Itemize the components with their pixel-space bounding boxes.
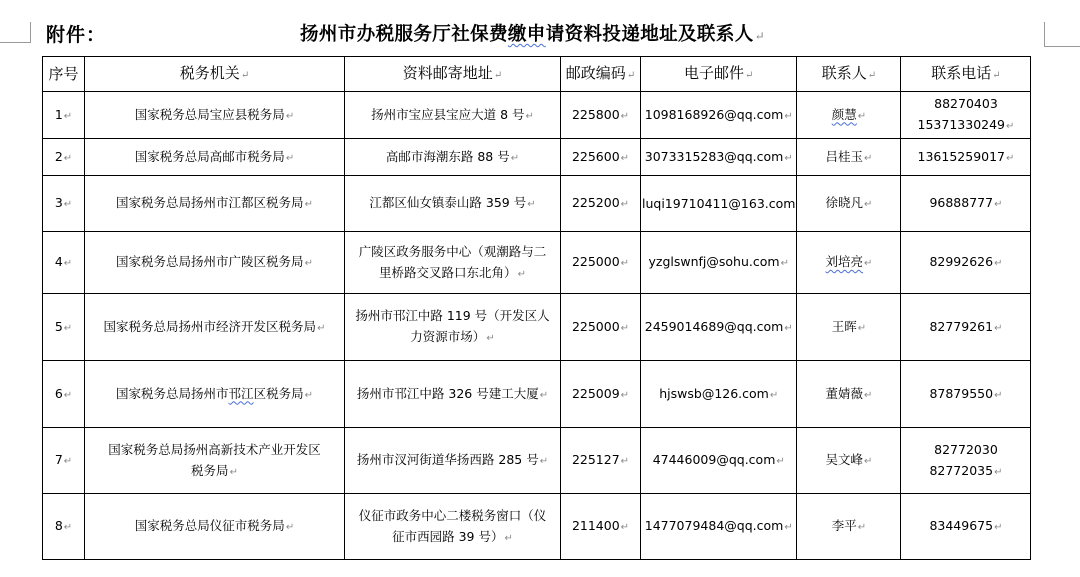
cell-address-line: 江都区仙女镇泰山路 359 号↵ (369, 195, 536, 210)
cell-office-text: 国家税务总局扬州市邗江区税务局 (116, 385, 304, 401)
header-address (345, 57, 561, 92)
cell-address (345, 494, 561, 560)
cell-contact-text: 刘培亮 (825, 254, 864, 269)
paragraph-mark-icon: ↵ (784, 322, 793, 334)
cell-office (85, 92, 345, 139)
header-seq-label: 序号 (48, 64, 79, 83)
margin-mark-right-vertical (1044, 22, 1045, 47)
paragraph-mark-icon: ↵ (992, 69, 1001, 81)
table-row (43, 428, 1031, 494)
cell-seq-text: 1 (54, 106, 63, 122)
paragraph-mark-icon: ↵ (754, 29, 766, 43)
cell-phone-line: 83449675↵ (929, 518, 1003, 533)
paragraph-mark-icon: ↵ (493, 69, 503, 81)
cell-office (85, 176, 345, 232)
paragraph-mark-icon: ↵ (504, 532, 513, 544)
margin-mark-right-horizontal (1044, 46, 1080, 47)
table-row (43, 176, 1031, 232)
cell-email (641, 92, 797, 139)
cell-office-text: 国家税务总局扬州市经济开发区税务局 (103, 318, 317, 334)
cell-address-line: 仪征市政务中心二楼税务窗口（仪 (358, 507, 547, 523)
cell-office (85, 428, 345, 494)
cell-address (345, 92, 561, 139)
table-row (43, 232, 1031, 294)
cell-postcode (561, 232, 641, 294)
cell-phone (901, 428, 1031, 494)
paragraph-mark-icon: ↵ (527, 199, 536, 210)
paragraph-mark-icon: ↵ (620, 389, 630, 401)
cell-address-line: 扬州市邗江中路 326 号建工大厦↵ (356, 385, 549, 401)
paragraph-mark-icon: ↵ (63, 389, 73, 401)
cell-phone-line: 87879550↵ (929, 385, 1003, 401)
cell-contact (797, 294, 901, 361)
paragraph-mark-icon: ↵ (857, 110, 867, 122)
cell-contact (797, 139, 901, 176)
cell-seq (43, 139, 85, 176)
table-row (43, 139, 1031, 176)
cell-office-text: 国家税务总局扬州市广陵区税务局 (116, 254, 304, 269)
cell-office (85, 294, 345, 361)
table-header-row (43, 57, 1031, 92)
paragraph-mark-icon: ↵ (63, 522, 73, 533)
header-office-label: 税务机关 (179, 63, 240, 82)
paragraph-mark-icon: ↵ (994, 389, 1003, 401)
cell-email (641, 361, 797, 428)
paragraph-mark-icon: ↵ (780, 258, 789, 269)
paragraph-mark-icon: ↵ (304, 389, 313, 401)
cell-office-text: 国家税务总局扬州市江都区税务局 (116, 195, 304, 210)
cell-address (345, 294, 561, 361)
cell-postcode (561, 494, 641, 560)
cell-seq-text: 3 (54, 195, 63, 210)
cell-address (345, 232, 561, 294)
cell-office (85, 494, 345, 560)
cell-email (641, 494, 797, 560)
cell-postcode-text: 225200 (571, 195, 620, 210)
cell-phone (901, 494, 1031, 560)
cell-seq-text: 7 (54, 452, 63, 467)
paragraph-mark-icon: ↵ (620, 522, 630, 533)
cell-phone-line: 96888777↵ (929, 195, 1003, 210)
paragraph-mark-icon: ↵ (510, 152, 520, 164)
cell-contact-text: 颜慧 (831, 106, 857, 122)
contacts-table (42, 56, 1031, 560)
paragraph-mark-icon: ↵ (867, 69, 877, 81)
cell-postcode (561, 139, 641, 176)
cell-phone (901, 92, 1031, 139)
cell-phone-line: 88270403 (934, 96, 998, 111)
cell-email-text: 2459014689@qq.com (644, 318, 784, 334)
cell-postcode-text: 225000 (571, 318, 620, 334)
cell-postcode (561, 294, 641, 361)
cell-phone (901, 294, 1031, 361)
cell-phone-line: 15371330249↵ (917, 117, 1015, 132)
header-email (641, 57, 797, 92)
cell-office-text: 国家税务总局高邮市税务局 (134, 148, 285, 164)
cell-email-text: yzglswnfj@sohu.com (648, 254, 780, 269)
cell-address-line: 扬州市邗江中路 119 号（开发区人 (355, 308, 550, 323)
paragraph-mark-icon: ↵ (240, 69, 250, 81)
paragraph-mark-icon: ↵ (63, 152, 73, 164)
cell-contact (797, 232, 901, 294)
cell-seq (43, 176, 85, 232)
cell-contact-text: 徐晓凡 (825, 195, 864, 210)
header-contact-label: 联系人 (821, 63, 867, 82)
paragraph-mark-icon: ↵ (486, 333, 495, 344)
cell-seq (43, 428, 85, 494)
cell-office-line: 税务局↵ (191, 462, 238, 478)
paragraph-mark-icon: ↵ (864, 389, 873, 401)
paragraph-mark-icon: ↵ (1006, 121, 1015, 132)
cell-address-line: 里桥路交叉路口东北角）↵ (379, 264, 526, 280)
cell-address (345, 176, 561, 232)
cell-seq (43, 232, 85, 294)
spellcheck-underline-word: 邗江 (228, 385, 254, 401)
header-email-label: 电子邮件 (684, 63, 745, 82)
cell-email (641, 176, 797, 232)
cell-email-text: luqi19710411@163.com (642, 196, 796, 211)
cell-contact (797, 92, 901, 139)
header-postcode (561, 57, 641, 92)
paragraph-mark-icon: ↵ (63, 456, 73, 467)
cell-office-text: 国家税务总局宝应县税务局 (134, 106, 285, 122)
table-row (43, 494, 1031, 560)
cell-phone-line: 82772035↵ (929, 462, 1003, 478)
cell-phone-line: 82772030 (934, 441, 998, 457)
cell-email (641, 139, 797, 176)
cell-phone (901, 139, 1031, 176)
header-seq (43, 57, 85, 92)
paragraph-mark-icon: ↵ (620, 258, 630, 269)
paragraph-mark-icon: ↵ (784, 522, 793, 533)
cell-address-line: 广陵区政务服务中心（观潮路与二 (358, 243, 547, 259)
cell-postcode-text: 211400 (571, 518, 620, 533)
cell-seq-text: 6 (54, 385, 63, 401)
spellcheck-underline-word: 缴申 (507, 24, 546, 45)
paragraph-mark-icon: ↵ (994, 199, 1003, 210)
cell-office (85, 139, 345, 176)
header-postcode-label: 邮政编码 (565, 63, 626, 82)
cell-phone-line: 82779261↵ (929, 318, 1003, 334)
paragraph-mark-icon: ↵ (626, 69, 636, 81)
paragraph-mark-icon: ↵ (304, 258, 313, 269)
paragraph-mark-icon: ↵ (864, 152, 873, 164)
document-title-text: 扬州市办税服务厅社保费缴申请资料投递地址及联系人 (300, 24, 754, 45)
paragraph-mark-icon: ↵ (994, 522, 1003, 533)
cell-seq-text: 8 (54, 518, 63, 533)
cell-address (345, 139, 561, 176)
cell-postcode (561, 428, 641, 494)
cell-address-line: 征市西园路 39 号）↵ (392, 528, 513, 544)
paragraph-mark-icon: ↵ (784, 110, 793, 122)
cell-seq-text: 5 (54, 318, 63, 334)
cell-seq (43, 92, 85, 139)
header-office (85, 57, 345, 92)
paragraph-mark-icon: ↵ (864, 199, 873, 210)
paragraph-mark-icon: ↵ (285, 152, 295, 164)
cell-postcode-text: 225600 (571, 148, 620, 164)
cell-seq-text: 2 (54, 148, 63, 164)
paragraph-mark-icon: ↵ (620, 199, 630, 210)
cell-phone (901, 361, 1031, 428)
document-header (42, 18, 1032, 48)
paragraph-mark-icon: ↵ (317, 322, 326, 334)
cell-email (641, 428, 797, 494)
cell-phone-line: 82992626↵ (929, 254, 1003, 269)
cell-address (345, 428, 561, 494)
cell-seq (43, 294, 85, 361)
header-phone (901, 57, 1031, 92)
cell-email (641, 294, 797, 361)
table-row (43, 294, 1031, 361)
cell-address-line: 力资源市场）↵ (410, 329, 495, 344)
paragraph-mark-icon: ↵ (63, 199, 73, 210)
cell-seq (43, 361, 85, 428)
header-contact (797, 57, 901, 92)
cell-seq (43, 494, 85, 560)
cell-email-text: 3073315283@qq.com (644, 148, 784, 164)
cell-postcode-text: 225009 (571, 385, 620, 401)
cell-contact-text: 董婧薇 (825, 385, 864, 401)
paragraph-mark-icon: ↵ (63, 322, 73, 334)
cell-office-text: 国家税务总局仪征市税务局 (134, 518, 285, 533)
paragraph-mark-icon: ↵ (229, 466, 238, 478)
cell-phone (901, 176, 1031, 232)
cell-email-text: 47446009@qq.com (652, 452, 776, 467)
paragraph-mark-icon: ↵ (994, 258, 1003, 269)
cell-address-line: 高邮市海潮东路 88 号↵ (385, 148, 520, 164)
cell-contact (797, 176, 901, 232)
paragraph-mark-icon: ↵ (994, 466, 1003, 478)
cell-email-text: 1098168926@qq.com (644, 106, 784, 122)
paragraph-mark-icon: ↵ (769, 389, 779, 401)
cell-contact-text: 王晖 (831, 318, 857, 334)
cell-office (85, 361, 345, 428)
header-phone-label: 联系电话 (931, 63, 992, 82)
margin-mark-left-vertical (30, 22, 31, 43)
cell-postcode (561, 176, 641, 232)
attachment-label: 附件： (46, 24, 107, 46)
cell-address (345, 361, 561, 428)
paragraph-mark-icon: ↵ (539, 456, 549, 467)
paragraph-mark-icon: ↵ (857, 522, 867, 533)
paragraph-mark-icon: ↵ (620, 456, 630, 467)
paragraph-mark-icon: ↵ (285, 522, 295, 533)
cell-contact-text: 吴文峰 (825, 452, 864, 467)
cell-email-text: 1477079484@qq.com (644, 518, 784, 533)
paragraph-mark-icon: ↵ (784, 152, 793, 164)
header-address-label: 资料邮寄地址 (402, 63, 493, 82)
paragraph-mark-icon: ↵ (776, 456, 785, 467)
cell-postcode-text: 225127 (571, 452, 620, 467)
cell-phone-line: 13615259017↵ (917, 148, 1015, 164)
cell-contact (797, 494, 901, 560)
cell-office-line: 国家税务总局扬州高新技术产业开发区 (108, 441, 321, 457)
paragraph-mark-icon: ↵ (620, 152, 630, 164)
cell-office (85, 232, 345, 294)
cell-postcode-text: 225800 (571, 106, 620, 122)
paragraph-mark-icon: ↵ (620, 322, 630, 334)
table-row (43, 92, 1031, 139)
cell-postcode-text: 225000 (571, 254, 620, 269)
paragraph-mark-icon: ↵ (63, 258, 73, 269)
paragraph-mark-icon: ↵ (864, 258, 873, 269)
table-row (43, 361, 1031, 428)
paragraph-mark-icon: ↵ (864, 456, 873, 467)
paragraph-mark-icon: ↵ (994, 322, 1003, 334)
paragraph-mark-icon: ↵ (517, 268, 526, 280)
paragraph-mark-icon: ↵ (620, 110, 630, 122)
document-title[interactable] (300, 20, 765, 46)
paragraph-mark-icon: ↵ (304, 199, 313, 210)
cell-email-text: hjswsb@126.com (659, 385, 769, 401)
cell-contact-text: 李平 (831, 518, 857, 533)
paragraph-mark-icon: ↵ (539, 389, 549, 401)
cell-contact (797, 428, 901, 494)
cell-contact-text: 吕桂玉 (825, 148, 864, 164)
paragraph-mark-icon: ↵ (745, 69, 754, 81)
cell-address-line: 扬州市汊河街道华扬西路 285 号↵ (356, 452, 549, 467)
cell-postcode (561, 361, 641, 428)
cell-contact (797, 361, 901, 428)
paragraph-mark-icon: ↵ (285, 110, 295, 122)
cell-seq-text: 4 (54, 254, 63, 269)
cell-address-line: 扬州市宝应县宝应大道 8 号↵ (371, 106, 534, 122)
cell-postcode (561, 92, 641, 139)
paragraph-mark-icon: ↵ (525, 110, 534, 122)
paragraph-mark-icon: ↵ (1006, 152, 1015, 164)
paragraph-mark-icon: ↵ (63, 110, 73, 122)
cell-email (641, 232, 797, 294)
paragraph-mark-icon: ↵ (857, 322, 867, 334)
cell-phone (901, 232, 1031, 294)
margin-mark-left-horizontal (0, 42, 30, 43)
